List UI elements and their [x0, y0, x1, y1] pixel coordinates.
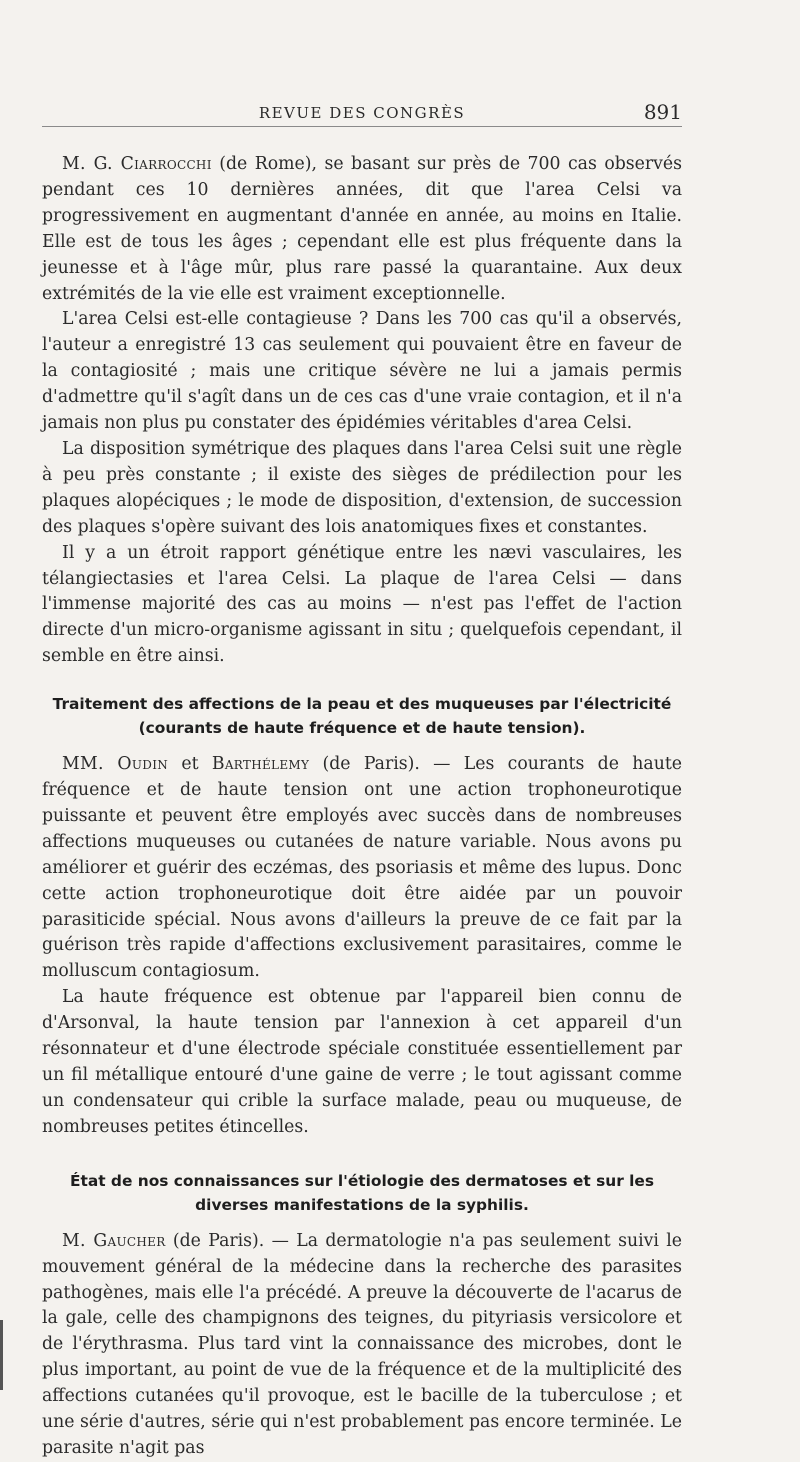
paragraph: La disposition symétrique des plaques dans l'area Celsi suit une règle à peu près constante ; il existe des sièges de prédilection pour les plaques alopéciques ; le mode de disposition, d'extension, de succession des plaques s'opère suivant des lois anatomiques fixes et constantes. — [42, 438, 682, 537]
section-heading: Traitement des affections de la peau et des muqueuses par l'électricité (courants de haute fréquence et de haute tension). — [52, 695, 672, 738]
page-number: 891 — [643, 100, 682, 124]
paragraph — [42, 152, 682, 307]
connector-text: et — [168, 754, 212, 775]
paragraph — [42, 752, 682, 985]
page-edge-mark — [0, 1320, 3, 1390]
section-heading: État de nos connaissances sur l'étiologie des dermatoses et sur les diverses manifestations de la syphilis. — [69, 1171, 655, 1214]
paragraph: Il y a un étroit rapport génétique entre les nævi vasculaires, les télangiectasies et l'area Celsi. La plaque de l'area Celsi — dans l'immense majorité des cas au moins — n'est pas l'effet de l'action directe d'un micro-organisme agissant in situ ; quelquefois cependant, il semble en être ainsi. — [42, 542, 682, 667]
paragraph — [42, 1229, 682, 1462]
author-name: M. Gaucher — [62, 1230, 166, 1251]
paragraph: L'area Celsi est-elle contagieuse ? Dans les 700 cas qu'il a observés, l'auteur a enregistré 13 cas seulement qui pouvaient être en faveur de la contagiosité ; mais une critique sévère ne lui a jamais permis d'admettre qu'il s'agît dans un de ces cas d'une vraie contagion, et il n'a jamais non plus pu constater des épidémies véritables d'area Celsi. — [42, 309, 682, 434]
author-name: Barthélemy — [211, 754, 310, 775]
running-title: REVUE DES CONGRÈS — [258, 104, 466, 122]
author-name: M. G. Ciarrocchi — [62, 154, 212, 174]
body-text — [42, 152, 682, 1462]
author-name: MM. Oudin — [62, 754, 169, 775]
paragraph-text: (de Rome), se basant sur près de 700 cas observés pendant ces 10 dernières années, dit que l'area Celsi va progressivement en augmentant d'année en année, au moins en Italie. Elle est de tous les âges ; cependant elle est plus fréquente dans la jeunesse et à l'âge mûr, plus rare passé la quarantaine. Aux deux extrémités de la vie elle est vraiment exceptionnelle. — [42, 154, 682, 304]
page-header — [42, 100, 682, 127]
paragraph-text: (de Paris). — La dermatologie n'a pas seulement suivi le mouvement général de la médecine dans la recherche des parasites pathogènes, mais elle l'a précédé. A preuve la découverte de l'acarus de la gale, celle des champignons des teignes, du pityriasis versicolore et de l'érythrasma. Plus tard vint la connaissance des microbes, dont le plus important, au point de vue de la fréquence et de la multiplicité des affections cutanées qu'il provoque, est le bacille de la tuberculose ; et une série d'autres, série qui n'est probablement pas encore terminée. Le parasite n'agit pas — [42, 1230, 682, 1458]
paragraph-text: (de Paris). — Les courants de haute fréquence et de haute tension ont une action trophoneurotique puissante et peuvent être employés avec succès dans de nombreuses affections muqueuses ou cutanées de nature variable. Nous avons pu améliorer et guérir des eczémas, des psoriasis et même des lupus. Donc cette action trophoneurotique doit être aidée par un pouvoir parasiticide spécial. Nous avons d'ailleurs la preuve de ce fait par la guérison très rapide d'affections exclusivement parasitaires, comme le molluscum contagiosum. — [42, 754, 682, 982]
paragraph: La haute fréquence est obtenue par l'appareil bien connu de d'Arsonval, la haute tension par l'annexion à cet appareil d'un résonnateur et d'une électrode spéciale constituée essentiellement par un fil métallique entouré d'une gaine de verre ; le tout agissant comme un condensateur qui crible la surface malade, peau ou muqueuse, de nombreuses petites étincelles. — [42, 987, 682, 1137]
